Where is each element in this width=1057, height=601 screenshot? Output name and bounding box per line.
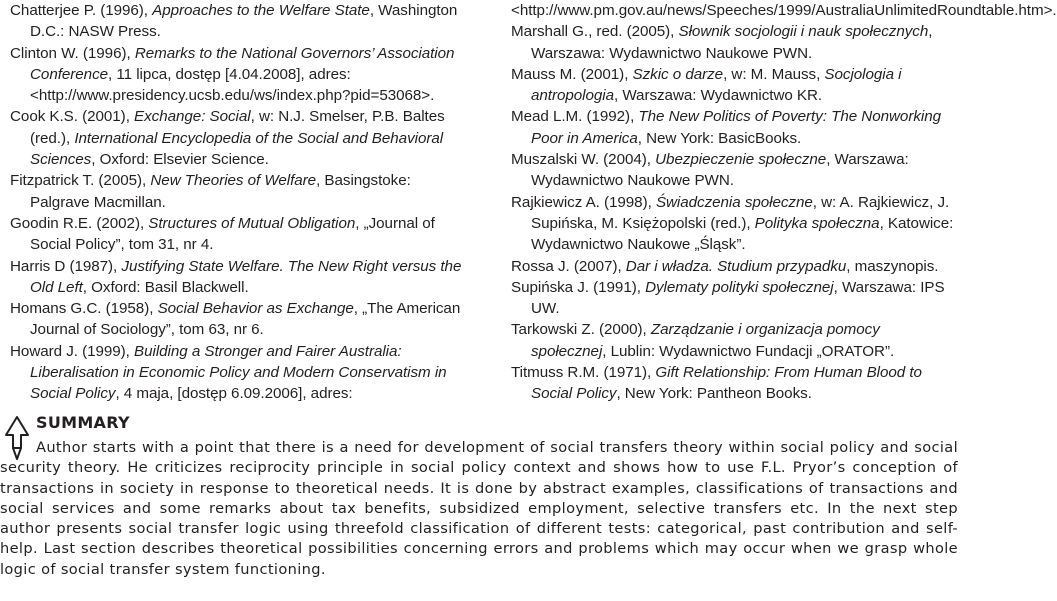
reference-title: Zarządzanie i organizacja pomocy społecznej <box>531 321 880 360</box>
reference-title: Ubezpieczenie społeczne <box>655 151 827 169</box>
reference-text: Harris D (1987), <box>10 257 122 275</box>
reference-text: , Washington D.C.: NASW Press. <box>30 2 458 41</box>
reference-text: Marshall G., red. (2005), <box>511 23 679 41</box>
reference-title: Szkic o darze <box>632 65 724 83</box>
reference-text: , 11 lipca, dostęp [4.04.2008], adres: <http://www.presidency.ucsb.edu/ws/index.php?pid=53068>. <box>30 65 435 105</box>
reference-text: , maszynopis. <box>846 257 939 275</box>
summary-title: SUMMARY <box>36 413 130 432</box>
reference-title: International Encyclopedia of the Social and Behavioral Sciences <box>30 129 444 169</box>
reference-entry <box>10 341 462 405</box>
reference-text: Tarkowski Z. (2000), <box>511 321 651 339</box>
reference-title: Building a Stronger and Fairer Australia: Liberalisation in Economic Policy and Modern Conservatism in Social Policy <box>30 342 447 403</box>
summary-text: Author starts with a point that there is a need for development of social transfers theory within social policy and social security theory. He criticizes reciprocity principle in social policy context and shows how to use F.L. Pryor’s conception of transactions in society in response to theoretical needs. It is done by abstract examples, classifications of transactions and social services and some remarks about tax benefits, subsidized employment, selective transfers etc. In the next step author presents social transfer logic using threefold classification of different tests: categorical, past contribution and self-help. Last section describes theoretical possibilities concerning errors and problems which may occur when we grasp whole logic of social transfer system functioning. <box>0 439 958 578</box>
reference-entry <box>511 149 956 192</box>
reference-entry <box>10 170 462 213</box>
reference-text: Chatterjee P. (1996), <box>10 2 153 19</box>
references-right-column <box>511 0 1057 405</box>
reference-title: Dar i władza. Studium przypadku <box>625 257 847 275</box>
reference-text: Goodin R.E. (2002), <box>10 214 149 232</box>
reference-entry <box>10 106 462 170</box>
reference-entry <box>10 43 462 107</box>
reference-text: , „The American Journal of Sociology”, tom 63, nr 6. <box>30 300 461 339</box>
reference-title: The New Politics of Poverty: The Nonworking Poor in America <box>531 108 941 147</box>
reference-entry <box>511 21 956 64</box>
reference-text: , w: M. Mauss, <box>723 65 825 83</box>
reference-title: Remarks to the National Governors’ Association Conference <box>30 44 455 83</box>
reference-entry <box>511 362 956 405</box>
reference-text: Homans G.C. (1958), <box>10 300 158 318</box>
reference-text: , Warszawa: Wydawnictwo KR. <box>614 87 823 105</box>
reference-text: , „Journal of Social Policy”, tom 31, nr 4. <box>30 214 435 254</box>
reference-entry <box>511 319 956 362</box>
reference-text: Mead L.M. (1992), <box>511 108 639 126</box>
reference-entry <box>511 64 956 107</box>
reference-title: Świadczenia społeczne <box>655 193 813 211</box>
reference-text: , New York: Pantheon Books. <box>616 385 812 403</box>
reference-text: , Oxford: Elsevier Science. <box>91 151 269 169</box>
reference-text: , w: A. Rajkiewicz, J. Supińska, M. Księżopolski (red.), <box>531 193 950 232</box>
reference-text: , 4 maja, [dostęp 6.09.2006], adres: <box>115 385 353 403</box>
reference-entry <box>10 298 462 341</box>
reference-title: Polityka społeczna <box>754 214 880 232</box>
reference-text: , Warszawa: IPS UW. <box>531 278 945 318</box>
reference-text: Howard J. (1999), <box>10 342 135 360</box>
reference-entry <box>511 0 1057 21</box>
reference-text: , Warszawa: Wydawnictwo Naukowe PWN. <box>531 151 909 190</box>
reference-title: Exchange: Social <box>134 108 251 126</box>
reference-title: Dylematy polityki społecznej <box>645 278 834 296</box>
reference-text: , Oxford: Basil Blackwell. <box>82 278 249 296</box>
reference-title: Słownik socjologii i nauk społecznych <box>678 23 929 41</box>
reference-text: , New York: BasicBooks. <box>637 129 802 147</box>
reference-text: Fitzpatrick T. (2005), <box>10 172 151 190</box>
reference-text: Muszalski W. (2004), <box>511 151 656 169</box>
reference-title: Gift Relationship: From Human Blood to Social Policy <box>531 364 922 403</box>
reference-title: Structures of Mutual Obligation <box>148 214 356 232</box>
reference-title: Socjologia i antropologia <box>531 65 902 105</box>
reference-text: Supińska J. (1991), <box>511 278 646 296</box>
references-left-column <box>10 0 462 405</box>
reference-title: Approaches to the Welfare State <box>152 2 370 19</box>
reference-entry <box>10 256 462 299</box>
reference-text: , Warszawa: Wydawnictwo Naukowe PWN. <box>531 23 933 62</box>
reference-text: , Katowice: Wydawnictwo Naukowe „Śląsk”. <box>531 214 954 254</box>
reference-text: , Basingstoke: Palgrave Macmillan. <box>30 172 411 211</box>
reference-entry <box>10 0 462 43</box>
reference-title: Justifying State Welfare. The New Right versus the Old Left <box>30 257 462 296</box>
reference-text: <http://www.pm.gov.au/news/Speeches/1999/AustraliaUnlimitedRoundtable.htm>. <box>511 2 1057 19</box>
reference-entry <box>511 106 956 149</box>
reference-text: , w: N.J. Smelser, P.B. Baltes (red.), <box>30 108 445 147</box>
reference-text: Cook K.S. (2001), <box>10 108 135 126</box>
reference-text: Rajkiewicz A. (1998), <box>511 193 656 211</box>
reference-text: Clinton W. (1996), <box>10 44 135 62</box>
reference-entry <box>511 256 956 277</box>
reference-entry <box>511 277 956 320</box>
reference-entry <box>511 192 956 256</box>
reference-text: Mauss M. (2001), <box>511 65 633 83</box>
reference-text: Rossa J. (2007), <box>511 257 626 275</box>
reference-title: New Theories of Welfare <box>150 172 317 190</box>
reference-title: Social Behavior as Exchange <box>157 300 354 318</box>
reference-text: Titmuss R.M. (1971), <box>511 364 656 382</box>
reference-text: , Lublin: Wydawnictwo Fundacji „ORATOR”. <box>602 342 895 360</box>
reference-entry <box>10 213 462 256</box>
